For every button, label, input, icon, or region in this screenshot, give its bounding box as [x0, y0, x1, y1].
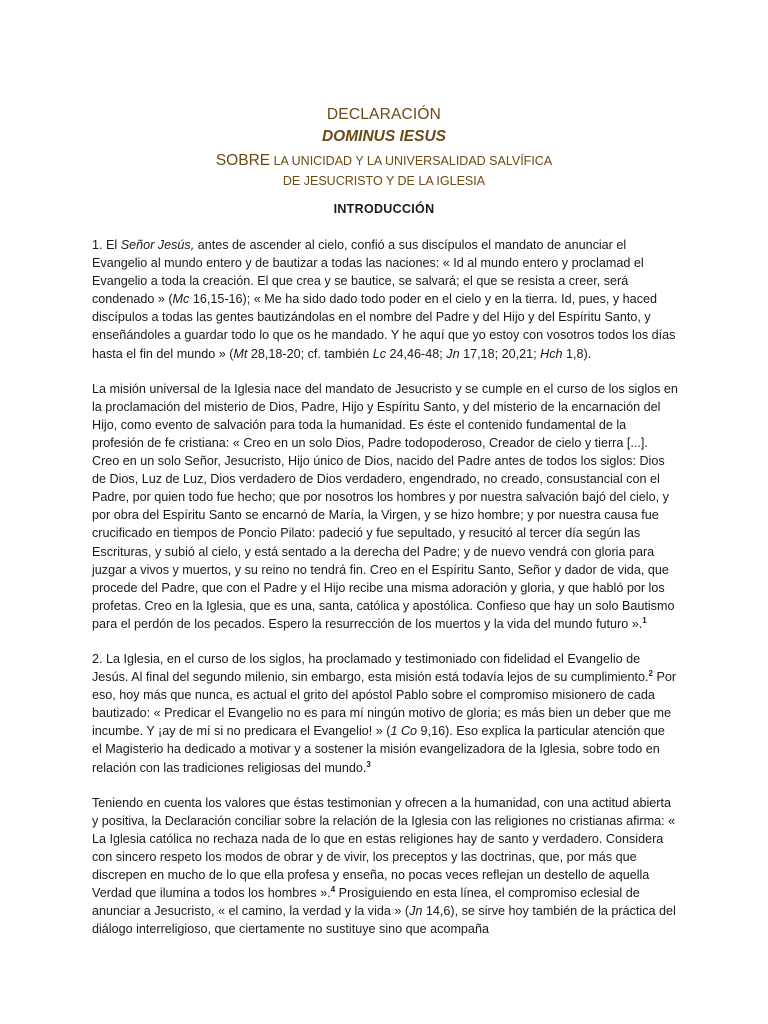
p1-ref-mt: Mt — [233, 346, 248, 361]
paragraph-1 — [92, 236, 678, 363]
paragraph-4 — [92, 794, 678, 939]
p2-text: La misión universal de la Iglesia nace del mandato de Jesucristo y se cumple en el curso de los siglos en la proclamación del misterio de Dios, Padre, Hijo y Espíritu Santo, y del misterio de la encarnación del Hijo, como evento de salvación para toda la humanidad. Es éste el contenido fundamental de la profesión de fe cristiana: « Creo en un solo Dios, Padre todopoderoso, Creador de cielo y tierra [...]. Creo en un solo Señor, Jesucristo, Hijo único de Dios, nacido del Padre antes de todos los siglos: Dios de Dios, Luz de Luz, Dios verdadero de Dios verdadero, engendrado, no creado, consustancial con el Padre, por quien todo fue hecho; que por nosotros los hombres y por nuestra salvación bajó del cielo, y por obra del Espíritu Santo se encarnó de María, la Virgen, y se hizo hombre; y por nuestra causa fue crucificado en tiempos de Poncio Pilato: padeció y fue sepultado, y resucitó al tercer día según las Escrituras, y subió al cielo, y está sentado a la derecha del Padre; y de nuevo vendrá con gloria para juzgar a vivos y muertos, y su reino no tendrá fin. Creo en el Espíritu Santo, Señor y dador de vida, que procede del Padre, que con el Padre y el Hijo recibe una misma adoración y gloria, y que habló por los profetas. Creo en la Iglesia, que es una, santa, católica y apostólica. Confieso que hay un solo Bautismo para el perdón de los pecados. Espero la resurrección de los muertos y la vida del mundo futuro ». — [92, 381, 678, 631]
p1-text-a: 1. El — [92, 238, 121, 252]
document-body — [92, 236, 678, 955]
footnote-ref-2[interactable]: 2 — [648, 668, 653, 678]
subtitle-lead: SOBRE — [215, 152, 271, 169]
p4-text-a: Teniendo en cuenta los valores que éstas testimonian y ofrecen a la humanidad, con una actitud abierta y positiva, la Declaración conciliar sobre la relación de la Iglesia con las religiones no cristianas afirma: « La Iglesia católica no rechaza nada de lo que en estas religiones hay de santo y verdadero. Considera con sincero respeto los modos de obrar y de vivir, los preceptos y las doctrinas, que, por más que discrepen en mucho de lo que ella profesa y enseña, no pocas veces reflejan un destello de aquella Verdad que ilumina a todos los hombres ». — [92, 795, 676, 901]
p1-text-m: 1,8). — [562, 346, 592, 361]
p1-ref-lc: Lc — [372, 346, 387, 361]
p1-text-g: 28,18-20; cf. también — [247, 346, 373, 361]
p4-ref-jn: Jn — [409, 904, 423, 919]
footnote-ref-4[interactable]: 4 — [330, 884, 336, 894]
footnote-ref-3[interactable]: 3 — [366, 759, 371, 769]
paragraph-2 — [92, 380, 678, 633]
p1-text-k: 17,18; 20,21; — [459, 346, 541, 361]
p1-text-c: antes de ascender al cielo, confió a sus discípulos el mandato de anunciar el Evangelio al mundo entero y de bautizar a todas las naciones: « Id al mundo entero y proclamad el Evangelio a toda la creación. El que crea y se bautice, se salvará; el que se resista a creer, será condenado » ( — [92, 238, 644, 307]
p4-text-b: Prosiguiendo en esta línea, el compromiso eclesial de anunciar a Jesucristo, « el camino, la verdad y la vida » ( — [92, 886, 640, 919]
p1-text-e: 16,15-16); « Me ha sido dado todo poder en el cielo y en la tierra. Id, pues, y haced discípulos a todas las gentes bautizándolas en el nombre del Padre y del Hijo y del Espíritu Santo, y enseñándoles a guardar todo lo que os he mandado. Y he aquí que yo estoy con vosotros todos los días hasta el fin del mundo » ( — [92, 292, 676, 361]
section-title: INTRODUCCIÓN — [333, 202, 435, 216]
footnote-ref-1[interactable]: 1 — [642, 615, 647, 625]
p1-text-i: 24,46-48; — [386, 346, 447, 361]
document-header — [0, 104, 768, 190]
paragraph-3 — [92, 650, 678, 777]
p1-ref-hch: Hch — [540, 346, 563, 361]
p1-ref-mc: Mc — [172, 292, 190, 307]
p4-text-d: 14,6), se sirve hoy también de la práctica del diálogo interreligioso, que ciertamente no sustituye sino que acompaña — [92, 904, 676, 937]
title-dominus-iesus: DOMINUS IESUS — [321, 128, 446, 145]
p3-text-b: Por eso, hoy más que nunca, es actual el grito del apóstol Pablo sobre el compromiso misionero de cada bautizado: « Predicar el Evangelio no es para mí ningún motivo de gloria; es más bien un deber que me incumbe. Y ¡ay de mí si no predicara el Evangelio! » ( — [92, 670, 677, 739]
title-subtitle-2: DE JESUCRISTO Y DE LA IGLESIA — [282, 174, 486, 188]
p1-italic-senor-jesus: Señor Jesús, — [120, 238, 195, 252]
subtitle-rest: LA UNICIDAD Y LA UNIVERSALIDAD SALVÍFICA — [270, 154, 553, 168]
title-subtitle — [0, 150, 768, 172]
title-declaracion: DECLARACIÓN — [326, 106, 442, 123]
p1-ref-jn: Jn — [446, 346, 460, 361]
p3-text-a: 2. La Iglesia, en el curso de los siglos, ha proclamado y testimoniado con fidelidad el Evangelio de Jesús. Al final del segundo milenio, sin embargo, esta misión está todavía lejos de su cumplimiento. — [92, 651, 649, 685]
p3-ref-1co: 1 Co — [390, 724, 418, 739]
p3-text-d: 9,16). Eso explica la particular atención que el Magisterio ha dedicado a motivar y a sostener la misión evangelizadora de la Iglesia, sobre todo en relación con las tradiciones religiosas del mundo. — [92, 724, 665, 775]
